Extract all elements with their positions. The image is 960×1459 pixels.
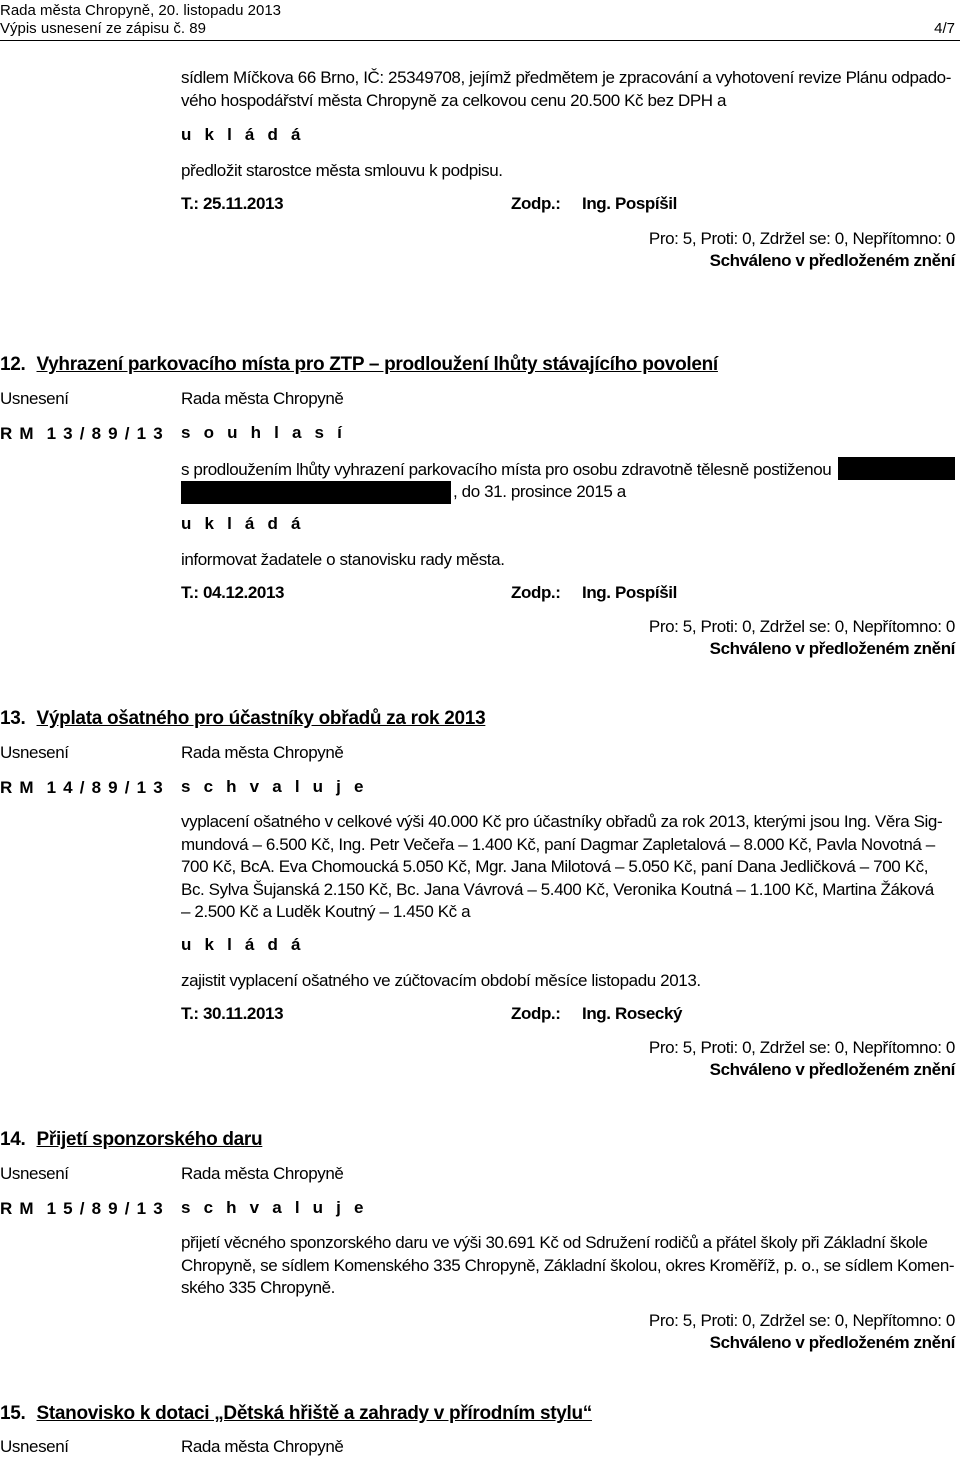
responsible-label: Zodp.: [511,583,561,602]
section-heading [0,1129,262,1151]
resolution-body: Rada města Chropyně [181,1437,344,1456]
section-number: 13. [0,708,26,729]
resolution-label: Usnesení [0,1437,69,1456]
resolution-label: Usnesení [0,1164,69,1183]
text-line: – 2.500 Kč a Luděk Koutný – 1.450 Kč a [181,902,471,921]
section-title: Přijetí sponzorského daru [36,1129,263,1150]
resolution-ref: R M 1 4 / 8 9 / 1 3 [0,778,164,797]
text-line: , do 31. prosince 2015 a [453,482,626,501]
task-text: zajistit vyplacení ošatného ve zúčtovacím období měsíce listopadu 2013. [181,971,701,990]
text-line: vyplacení ošatného v celkové výši 40.000 Kč pro účastníky obřadů za rok 2013, kterými jsou Ing. Věra Sig- [181,812,943,831]
resolution-text [181,811,955,924]
approval-status: Schváleno v předloženém znění [709,251,955,270]
responsible-label: Zodp.: [511,1004,561,1023]
approval-status: Schváleno v předloženém znění [709,639,955,658]
resolution-body: Rada města Chropyně [181,389,344,408]
resolution-ref: R M 1 3 / 8 9 / 1 3 [0,424,164,443]
section-number: 14. [0,1129,26,1150]
text-line: 700 Kč, BcA. Eva Chomoucká 5.050 Kč, Mgr. Jana Milotová – 5.050 Kč, paní Dana Jedličková – 700 Kč, [181,857,929,876]
resolution-body: Rada města Chropyně [181,1164,344,1183]
text-line: vého hospodářství města Chropyně za celkovou cenu 20.500 Kč bez DPH a [181,90,727,110]
text-line: přijetí věcného sponzorského daru ve výši 30.691 Kč od Sdružení rodičů a přátel školy při Základní škole [181,1233,928,1252]
section-number: 15. [0,1403,26,1424]
redaction-box [181,481,451,504]
text-line: Chropyně, se sídlem Komenského 335 Chropyně, Základní školou, okres Kroměříž, p. o., se sídlem Komen- [181,1255,955,1275]
vote-result: Pro: 5, Proti: 0, Zdržel se: 0, Nepřítomno: 0 [648,1038,955,1057]
approval-status: Schváleno v předloženém znění [709,1060,955,1079]
responsible-person: Ing. Rosecký [582,1004,683,1023]
text-line: ského 335 Chropyně. [181,1278,336,1297]
responsible-person: Ing. Pospíšil [582,583,677,602]
term-date: T.: 30.11.2013 [181,1004,284,1023]
text-line: sídlem Míčkova 66 Brno, IČ: 25349708, jejímž předmětem je zpracování a vyhotovení revize Plánu odpado- [181,68,951,87]
section-heading [0,354,718,376]
resolution-ref: R M 1 5 / 8 9 / 1 3 [0,1199,164,1218]
term-date: T.: 04.12.2013 [181,583,285,602]
text-line: Bc. Sylva Šujanská 2.150 Kč, Bc. Jana Vávrová – 5.400 Kč, Veronika Koutná – 1.100 Kč, Martina Žáková [181,879,934,899]
section-heading [0,708,485,730]
approval-status: Schváleno v předloženém znění [709,1333,955,1352]
section-title: Stanovisko k dotaci „Dětská hřiště a zahrady v přírodním stylu“ [36,1403,592,1424]
task-text: předložit starostce města smlouvu k podpisu. [181,161,503,180]
responsible-label: Zodp.: [511,194,561,213]
resolution-verb: u k l á d á [181,514,305,533]
header-divider [0,40,960,41]
redaction-box [838,457,955,480]
resolution-verb: u k l á d á [181,125,305,144]
resolution-text [181,1232,955,1300]
page-number: 4/7 [934,20,955,37]
resolution-verb: s c h v a l u j e [181,777,368,796]
resolution-verb: s c h v a l u j e [181,1198,368,1217]
term-date: T.: 25.11.2013 [181,194,284,213]
task-text: informovat žadatele o stanovisku rady města. [181,550,505,569]
section-title: Vyhrazení parkovacího místa pro ZTP – prodloužení lhůty stávajícího povolení [36,354,718,375]
section-heading [0,1403,592,1425]
text-line: s prodloužením lhůty vyhrazení parkovacího místa pro osobu zdravotně tělesně postiženou [181,460,832,479]
vote-result: Pro: 5, Proti: 0, Zdržel se: 0, Nepřítomno: 0 [648,1311,955,1330]
header-subtitle: Výpis usnesení ze zápisu č. 89 [0,20,206,37]
resolution-body: Rada města Chropyně [181,743,344,762]
vote-result: Pro: 5, Proti: 0, Zdržel se: 0, Nepřítomno: 0 [648,229,955,248]
vote-result: Pro: 5, Proti: 0, Zdržel se: 0, Nepřítomno: 0 [648,617,955,636]
section-title: Výplata ošatného pro účastníky obřadů za rok 2013 [36,708,486,729]
resolution-label: Usnesení [0,743,69,762]
resolution-verb: s o u h l a s í [181,423,347,442]
section-number: 12. [0,354,26,375]
text-line: mundová – 6.500 Kč, Ing. Petr Večeřa – 1.400 Kč, paní Dagmar Zapletalová – 8.000 Kč, Pavla Novotná – [181,834,935,854]
resolution-verb: u k l á d á [181,935,305,954]
responsible-person: Ing. Pospíšil [582,194,677,213]
continuation-text [181,67,955,112]
resolution-label: Usnesení [0,389,69,408]
header-title: Rada města Chropyně, 20. listopadu 2013 [0,2,282,19]
